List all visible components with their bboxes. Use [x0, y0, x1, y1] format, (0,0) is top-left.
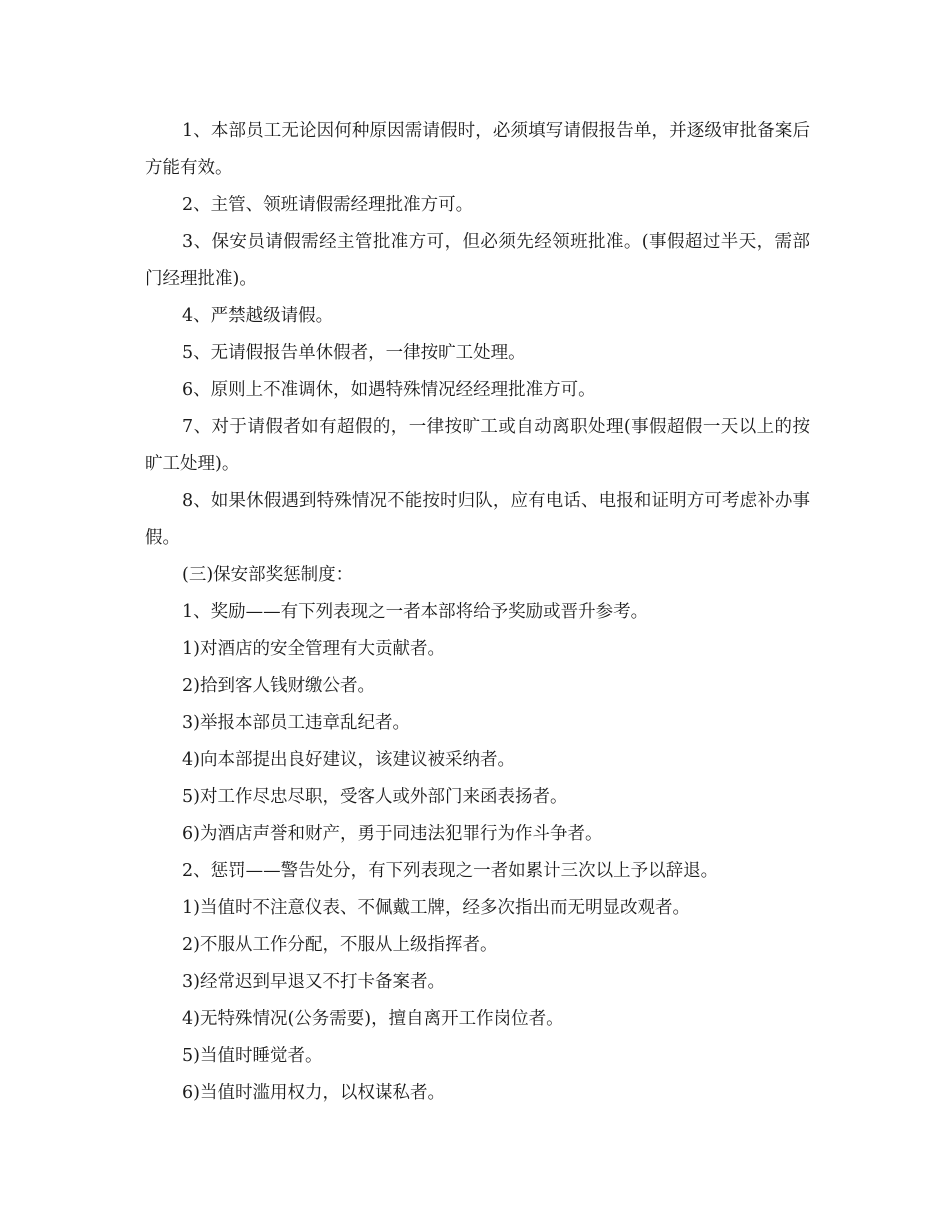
document-body — [145, 113, 810, 1112]
paragraph-overdue-leave: 7、对于请假者如有超假的，一律按旷工或自动离职处理(事假超假一天以上的按旷工处理)。 — [145, 417, 810, 474]
section-heading-rewards-penalties: (三)保安部奖惩制度： — [182, 565, 354, 585]
list-item-reward-4: 4)向本部提出良好建议，该建议被采纳者。 — [182, 750, 515, 770]
paragraph-no-skip-level: 4、严禁越级请假。 — [182, 306, 334, 326]
paragraph-no-shift-swap: 6、原则上不准调休，如遇特殊情况经经理批准方可。 — [182, 380, 596, 400]
list-item-penalty-1: 1)当值时不注意仪表、不佩戴工牌，经多次指出而无明显改观者。 — [182, 898, 690, 918]
list-item-penalty-2: 2)不服从工作分配，不服从上级指挥者。 — [182, 935, 498, 955]
paragraph-no-report: 5、无请假报告单休假者，一律按旷工处理。 — [182, 343, 526, 363]
paragraph-guard-leave: 3、保安员请假需经主管批准方可，但必须先经领班批准。(事假超过半天，需部门经理批准)。 — [145, 232, 810, 289]
list-item-reward-2: 2)拾到客人钱财缴公者。 — [182, 676, 375, 696]
list-item-penalty-6: 6)当值时滥用权力，以权谋私者。 — [182, 1083, 445, 1103]
list-item-reward-5: 5)对工作尽忠尽职，受客人或外部门来函表扬者。 — [182, 787, 568, 807]
list-item-penalty-5: 5)当值时睡觉者。 — [182, 1046, 323, 1066]
list-item-reward-1: 1)对酒店的安全管理有大贡献者。 — [182, 639, 445, 659]
paragraph-rewards-intro: 1、奖励——有下列表现之一者本部将给予奖励或晋升参考。 — [182, 602, 649, 622]
paragraph-penalties-intro: 2、惩罚——警告处分，有下列表现之一者如累计三次以上予以辞退。 — [182, 861, 719, 881]
list-item-penalty-3: 3)经常迟到早退又不打卡备案者。 — [182, 972, 445, 992]
paragraph-supervisor-leave: 2、主管、领班请假需经理批准方可。 — [182, 195, 474, 215]
list-item-penalty-4: 4)无特殊情况(公务需要)，擅自离开工作岗位者。 — [182, 1009, 564, 1029]
paragraph-special-circumstances: 8、如果休假遇到特殊情况不能按时归队，应有电话、电报和证明方可考虑补办事假。 — [145, 491, 810, 548]
list-item-reward-3: 3)举报本部员工违章乱纪者。 — [182, 713, 410, 733]
paragraph-leave-approval: 1、本部员工无论因何种原因需请假时，必须填写请假报告单，并逐级审批备案后方能有效。 — [145, 121, 810, 178]
list-item-reward-6: 6)为酒店声誉和财产，勇于同违法犯罪行为作斗争者。 — [182, 824, 603, 844]
